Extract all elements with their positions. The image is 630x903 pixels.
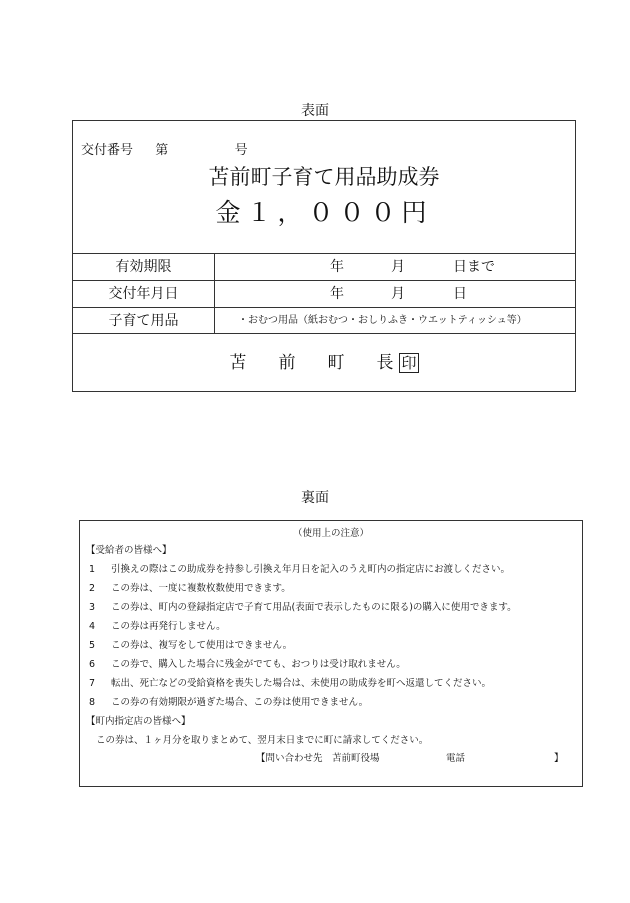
note-text: この券は、複写をして使用はできません。 [111, 640, 293, 651]
front-section-title: 表面 [301, 103, 329, 119]
phone-label: 電話 [446, 753, 466, 764]
seal-mark: 印 [401, 354, 417, 372]
note-item [89, 583, 291, 595]
note-number: 7 [89, 678, 96, 689]
voucher-front [72, 120, 576, 392]
note-number: 8 [89, 697, 96, 708]
stores-heading: 【町内指定店の皆様へ】 [86, 716, 191, 727]
note-item [89, 640, 292, 652]
serial-number-label: 交付番号 [81, 143, 134, 158]
expiry-month: 月 [391, 259, 405, 275]
note-text: この券は再発行しません。 [111, 621, 226, 632]
issue-month: 月 [391, 286, 405, 302]
eligible-items-value: ・おむつ用品（紙おむつ・おしりふき・ウエットティッシュ等） [238, 315, 527, 326]
expiry-day: 日まで [453, 259, 495, 275]
eligible-items-label: 子育て用品 [73, 308, 215, 334]
contact-label: 【問い合わせ先 苫前町役場 [256, 753, 380, 764]
note-number: 5 [89, 640, 96, 651]
voucher-title: 苫前町子育て用品助成券 [208, 165, 440, 189]
note-item [89, 697, 368, 709]
seal-char: 苫 [229, 353, 247, 373]
issue-day: 日 [453, 286, 467, 302]
note-number: 6 [89, 659, 96, 670]
issue-year: 年 [330, 286, 344, 302]
note-number: 2 [89, 583, 96, 594]
stores-instruction: この券は、１ヶ月分を取りまとめて、翌月末日までに町に請求してください。 [96, 735, 429, 746]
voucher-amount: 金１，０００円 [215, 198, 433, 227]
note-text: この券は、一度に複数枚数使用できます。 [111, 583, 291, 594]
usage-notes-title: （使用上の注意） [292, 528, 369, 539]
note-number: 1 [89, 564, 96, 575]
eligible-items-row [73, 307, 575, 334]
note-text: この券の有効期限が過ぎた場合、この券は使用できません。 [111, 697, 369, 708]
note-item [89, 602, 517, 614]
note-item [89, 678, 491, 690]
contact-close: 】 [554, 753, 564, 764]
note-text: 転出、死亡などの受給資格を喪失した場合は、未使用の助成券を町へ返還してください。 [111, 678, 492, 689]
note-number: 4 [89, 621, 96, 632]
voucher-back [79, 520, 583, 787]
expiry-label: 有効期限 [73, 254, 215, 280]
seal-char: 前 [278, 353, 296, 373]
note-item [89, 621, 226, 633]
recipients-heading: 【受給者の皆様へ】 [86, 545, 172, 556]
note-item [89, 564, 510, 576]
issue-date-row [73, 280, 575, 307]
expiry-row [73, 253, 575, 280]
expiry-year: 年 [330, 259, 344, 275]
note-item [89, 659, 406, 671]
seal-char: 町 [327, 353, 345, 373]
mayor-seal-row [73, 333, 575, 391]
serial-number-prefix: 第 [155, 143, 169, 158]
seal-char: 長 [376, 353, 394, 373]
issue-date-label: 交付年月日 [73, 281, 215, 307]
back-section-title: 裏面 [301, 490, 329, 506]
serial-number-line [81, 143, 248, 159]
note-text: この券で、購入した場合に残金がでても、おつりは受け取れません。 [111, 659, 406, 670]
note-text: 引換えの際はこの助成券を持参し引換え年月日を記入のうえ町内の指定店にお渡しください。 [111, 564, 511, 575]
note-number: 3 [89, 602, 96, 613]
note-text: この券は、町内の登録指定店で子育て用品(表面で表示したものに限る)の購入に使用できます。 [111, 602, 517, 613]
serial-number-suffix: 号 [234, 143, 248, 158]
